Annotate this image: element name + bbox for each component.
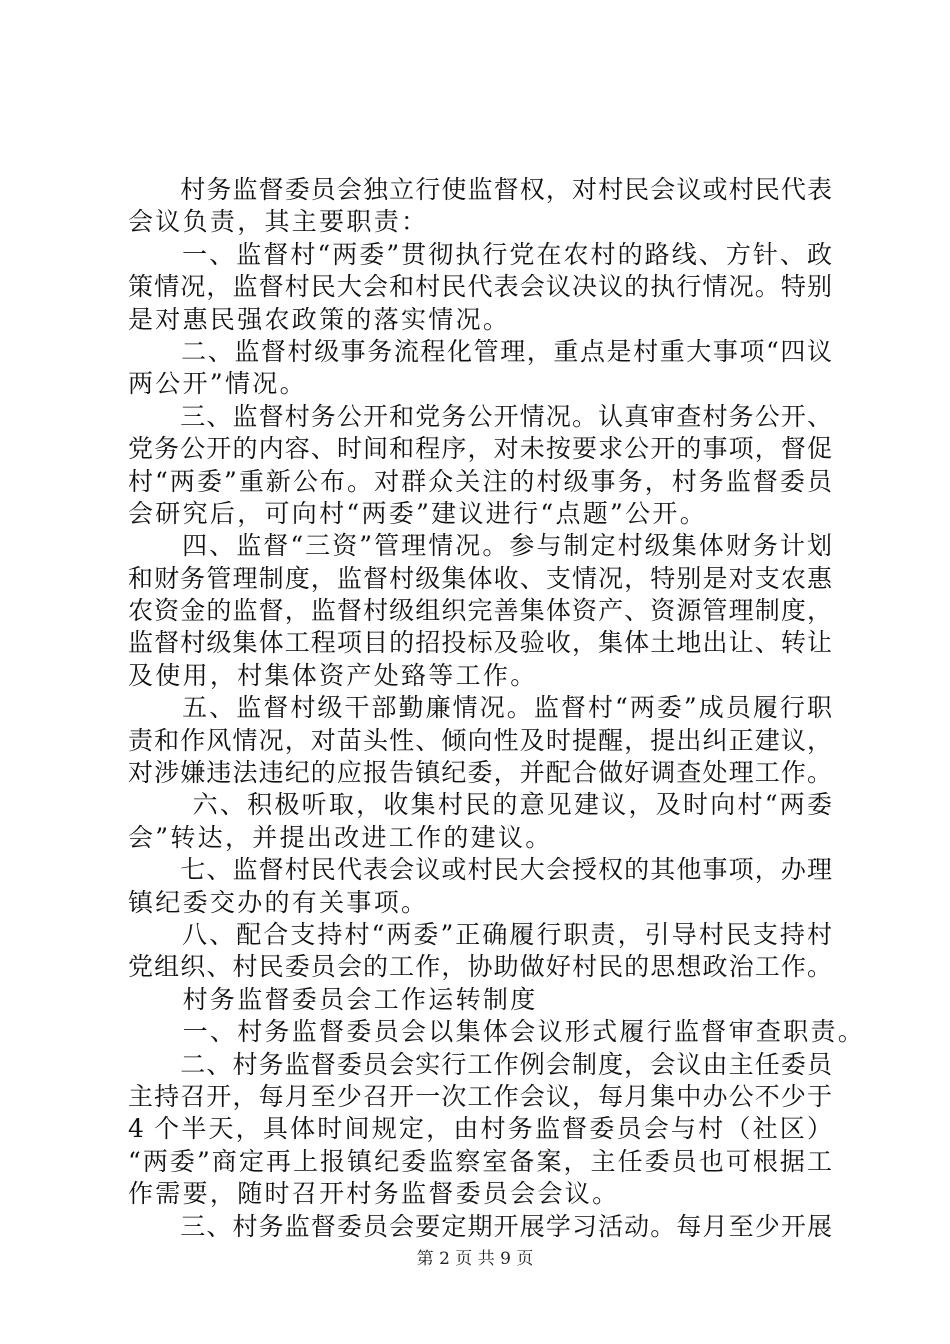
text-line: “两委”商定再上报镇纪委监察室备案，主任委员也可根据工 [128,1146,832,1176]
text-line: 作需要，随时召开村务监督委员会会议。 [128,1179,620,1209]
text-line: 农资金的监督，监督村级组织完善集体资产、资源管理制度， [128,596,832,626]
text-line: 三、村务监督委员会要定期开展学习活动。每月至少开展 [128,1211,832,1241]
document-body [128,174,866,1243]
text-line: 一、监督村“两委”贯彻执行党在农村的路线、方针、政 [128,239,832,269]
text-line: 党组织、村民委员会的工作，协助做好村民的思想政治工作。 [128,952,832,982]
text-line: 村“两委”重新公布。对群众关注的村级事务，村务监督委员 [128,466,832,496]
text-line: 七、监督村民代表会议或村民大会授权的其他事项，办理 [128,855,832,885]
text-line: 两公开”情况。 [128,369,307,399]
text-line: 二、村务监督委员会实行工作例会制度，会议由主任委员 [128,1049,832,1079]
text-line: 四、监督“三资”管理情况。参与制定村级集体财务计划 [128,531,832,561]
text-line: 会”转达，并提出改进工作的建议。 [128,822,553,852]
text-line: 是对惠民强农政策的落实情况。 [128,304,511,334]
text-line: 六、积极听取，收集村民的意见建议，及时向村“两委 [128,790,832,820]
text-line: 八、配合支持村“两委”正确履行职责，引导村民支持村 [128,919,832,949]
text-line: 会研究后，可向村“两委”建议进行“点题”公开。 [128,498,708,528]
text-line: 策情况，监督村民大会和村民代表会议决议的执行情况。特别 [128,272,832,302]
text-line: 及使用，村集体资产处臵等工作。 [128,660,538,690]
text-line: 三、监督村务公开和党务公开情况。认真审查村务公开、 [128,401,832,431]
text-line: 责和作风情况，对苗头性、倾向性及时提醒，提出纠正建议， [128,725,832,755]
text-line: 村务监督委员会工作运转制度 [128,984,538,1014]
text-line: 和财务管理制度，监督村级集体收、支情况，特别是对支农惠 [128,563,832,593]
text-line: 主持召开，每月至少召开一次工作会议，每月集中办公不少于 [128,1081,832,1111]
page-number-footer: 第 2 页 共 9 页 [416,1249,534,1269]
text-line: 村务监督委员会独立行使监督权，对村民会议或村民代表 [128,175,832,204]
text-line: 4 个半天，具体时间规定，由村务监督委员会与村（社区） [128,1114,832,1144]
text-line: 对涉嫌违法违纪的应报告镇纪委，并配合做好调查处理工作。 [128,758,832,788]
text-line: 一、村务监督委员会以集体会议形式履行监督审查职责。 [128,1017,866,1047]
text-line: 二、监督村级事务流程化管理，重点是村重大事项“四议 [128,336,832,366]
text-line: 五、监督村级干部勤廉情况。监督村“两委”成员履行职 [128,693,832,723]
text-line: 监督村级集体工程项目的招投标及验收，集体土地出让、转让 [128,628,832,658]
text-line: 会议负责，其主要职责： [128,207,429,237]
text-line: 党务公开的内容、时间和程序，对未按要求公开的事项，督促 [128,434,832,464]
text-line: 镇纪委交办的有关事项。 [128,887,429,917]
